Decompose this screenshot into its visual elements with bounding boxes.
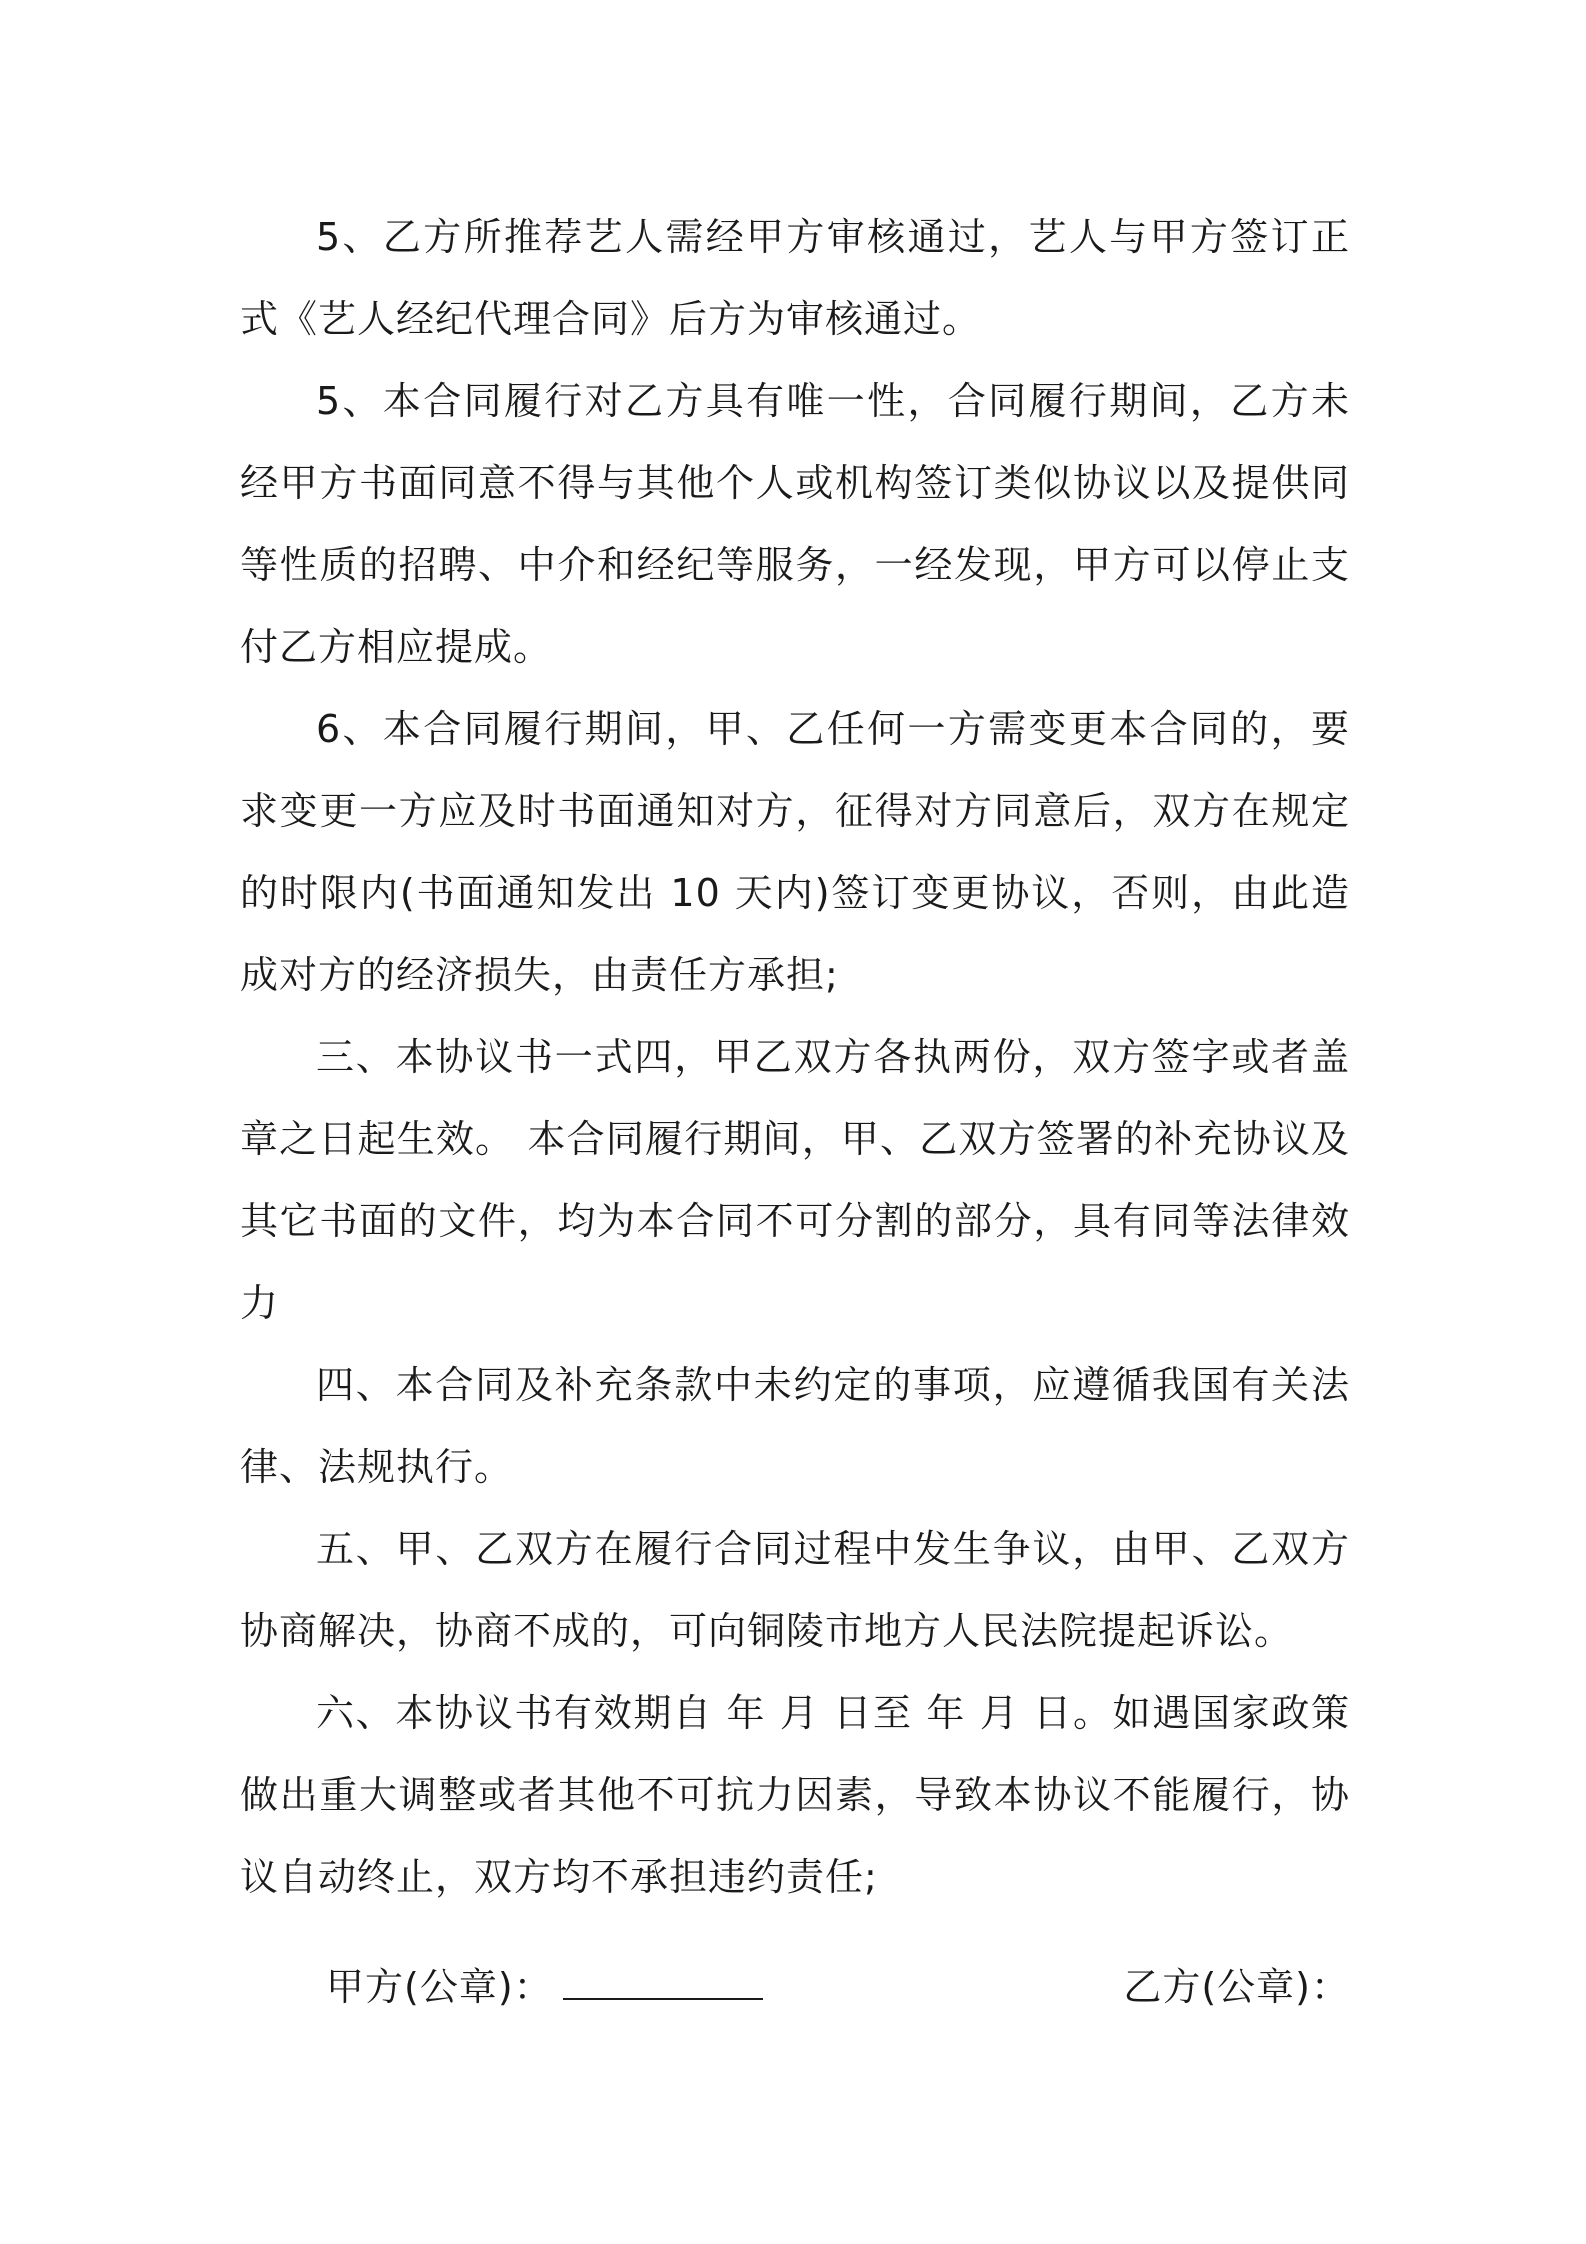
party-a-signature	[326, 1946, 763, 2028]
clause-5-artist-approval: 5、乙方所推荐艺人需经甲方审核通过，艺人与甲方签订正式《艺人经纪代理合同》后方为审核通过。	[240, 215, 1350, 341]
party-a-label: 甲方(公章)：	[326, 1965, 553, 2009]
clause-6-validity-period: 六、本协议书有效期自 年 月 日至 年 月 日。如遇国家政策做出重大调整或者其他不可抗力因素，导致本协议不能履行，协议自动终止，双方均不承担违约责任;	[240, 1691, 1350, 1899]
party-b-label: 乙方(公章)：	[1123, 1965, 1350, 2009]
clause-5-dispute-resolution: 五、甲、乙双方在履行合同过程中发生争议，由甲、乙双方协商解决，协商不成的，可向铜陵市地方人民法院提起诉讼。	[240, 1527, 1350, 1653]
clause-6-amendment: 6、本合同履行期间，甲、乙任何一方需变更本合同的，要求变更一方应及时书面通知对方，征得对方同意后，双方在规定的时限内(书面通知发出 10 天内)签订变更协议，否则，由此造成对方的经济损失，由责任方承担;	[240, 707, 1350, 997]
clause-4-unspecified-matters: 四、本合同及补充条款中未约定的事项，应遵循我国有关法律、法规执行。	[240, 1363, 1350, 1489]
contract-body	[240, 196, 1350, 1918]
signature-row	[326, 1946, 1350, 2028]
party-b-signature	[1123, 1946, 1350, 2028]
clause-3-effectiveness: 三、本协议书一式四，甲乙双方各执两份，双方签字或者盖章之日起生效。 本合同履行期间，甲、乙双方签署的补充协议及其它书面的文件，均为本合同不可分割的部分，具有同等法律效力	[240, 1035, 1350, 1325]
party-a-signature-line	[563, 1948, 763, 2000]
clause-5-exclusivity: 5、本合同履行对乙方具有唯一性，合同履行期间，乙方未经甲方书面同意不得与其他个人或机构签订类似协议以及提供同等性质的招聘、中介和经纪等服务，一经发现，甲方可以停止支付乙方相应提成。	[240, 379, 1350, 669]
